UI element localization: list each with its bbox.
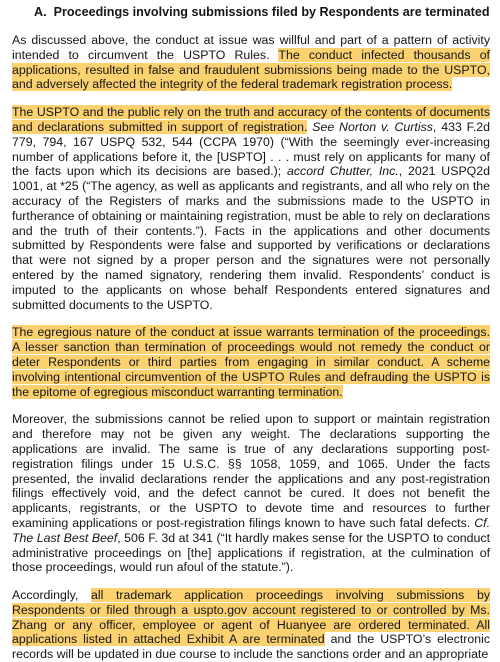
- section-heading: A. Proceedings involving submissions filed by Respondents are terminated: [34, 5, 490, 19]
- paragraph-reliance-on-declarations: [12, 105, 490, 312]
- paragraph-text: , 506 F. 3d at 341 (“It hardly makes sense for the USPTO to conduct administrative proceedings on [the] applications if registration, at the culmination of those proceedings, would run afoul of the statute.”).: [12, 530, 490, 575]
- paragraph-termination-warranted: [12, 325, 490, 399]
- paragraph-text: and the USPTO’s electronic records will be updated in due course to include the sanctions order and an appropriate: [12, 632, 490, 662]
- case-citation: See Norton v. Curtiss: [312, 119, 433, 134]
- case-citation: accord Chutter, Inc.: [286, 164, 399, 179]
- highlighted-text: all trademark application proceedings involving submissions by Respondents or filed through a uspto.gov account registered to or controlled by Ms. Zhang or any officer, employee or agent of Huanyee are ordered terminated. All applications listed in attached Exhibit A are terminated: [12, 588, 490, 647]
- highlighted-text: The conduct infected thousands of applications, resulted in false and fraudulent submissions being made to the USPTO, and adversely affected the integrity of the federal trademark registration process.: [12, 47, 490, 92]
- paragraph-text: Moreover, the submissions cannot be relied upon to support or maintain registration and therefore may not be given any weight. The declarations supporting the applications are invalid. The same is true of any declarations supporting post-registration filings under 15 U.S.C. §§ 1058, 1059, and 1065. Under the facts presented, the invalid declarations render the applications and any post-registration filings effectively void, and the defect cannot be cured. It does not benefit the applicants, registrants, or the USPTO to devote time and resources to further examining applications or post-registration filings known to have such fatal defects.: [12, 412, 490, 530]
- paragraph-text: , 2021 USPQ2d 1001, at *25 (“The agency, as well as applicants and registrants, and all who rely on the accuracy of the Registers of marks and the submissions made to the USPTO in furtherance of obtaining or maintaining registration, must be able to rely on declarations and the truth of their contents.”). Facts in the applications and other documents submitted by Respondents were false and supported by verifications or declarations that were not signed by a proper person and the signatures were not personally entered by the named signatory, rendering them invalid. Respondents’ conduct is imputed to the applicants on whose behalf Respondents entered signatures and submitted documents to the USPTO.: [12, 164, 491, 312]
- paragraph-text: Accordingly,: [12, 588, 91, 603]
- highlighted-text: The egregious nature of the conduct at issue warrants termination of the proceedings. A lesser sanction than termination of proceedings would not remedy the conduct or deter Respondents or third parties from engaging in similar conduct. A scheme involving intentional circumvention of the USPTO Rules and defrauding the USPTO is the epitome of egregious misconduct warranting termination.: [12, 325, 490, 399]
- highlighted-text: The USPTO and the public rely on the truth and accuracy of the contents of documents and declarations submitted in support of registration.: [12, 105, 490, 134]
- document-body: [12, 33, 490, 662]
- paragraph-conduct-pattern: [12, 33, 490, 92]
- case-citation: Cf. The Last Best Beef: [12, 515, 490, 545]
- paragraph-text: , 433 F.2d 779, 794, 167 USPQ 532, 544 (CCPA 1970) (“With the seemingly ever-increasing number of applications before it, the [USPTO] . . . must rely on applicants for many of the facts upon which its decisions are based.);: [12, 119, 490, 179]
- paragraph-submissions-invalid: [12, 412, 490, 575]
- paragraph-order-terminated: [12, 588, 490, 662]
- paragraph-text: As discussed above, the conduct at issue was willful and part of a pattern of activity intended to circumvent the USPTO Rules.: [12, 33, 490, 62]
